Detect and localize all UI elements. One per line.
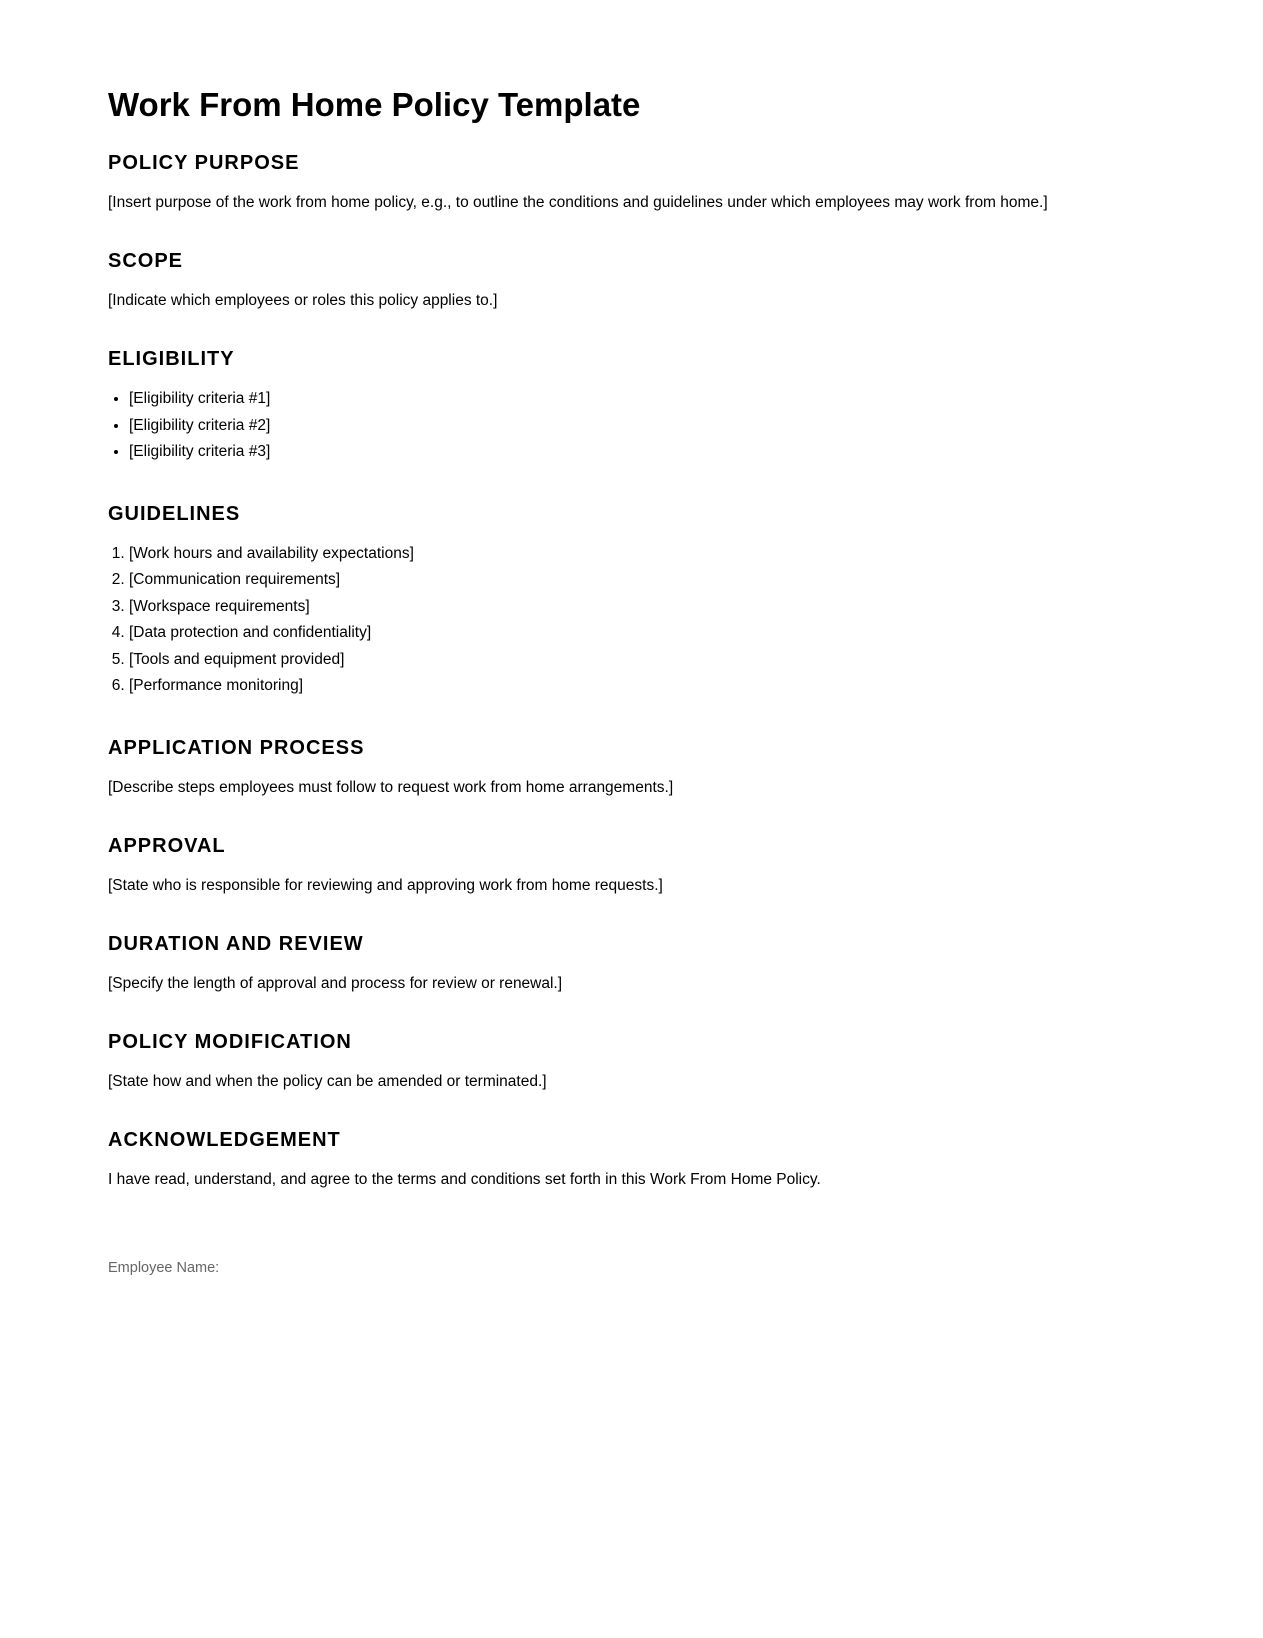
- section-heading-modification: POLICY MODIFICATION: [108, 1030, 352, 1053]
- section-text-application: [Describe steps employees must follow to request work from home arrangements.]: [108, 778, 674, 796]
- section-text-scope: [Indicate which employees or roles this policy applies to.]: [108, 292, 498, 309]
- section-heading-approval: APPROVAL: [108, 834, 226, 857]
- eligibility-list: [108, 386, 1158, 466]
- list-item: 3. [Workspace requirements]: [129, 594, 1158, 621]
- section-text-purpose: [Insert purpose of the work from home policy, e.g., to outline the conditions and guidelines under which employees may work from home.]: [108, 194, 1048, 211]
- list-item: 1. [Work hours and availability expectations]: [129, 541, 1158, 568]
- section-text-modification: [State how and when the policy can be amended or terminated.]: [108, 1072, 547, 1090]
- section-heading-eligibility: ELIGIBILITY: [108, 348, 235, 370]
- list-item: 6. [Performance monitoring]: [129, 673, 1158, 700]
- list-item: • [Eligibility criteria #3]: [129, 439, 1158, 466]
- section-text-approval: [State who is responsible for reviewing and approving work from home requests.]: [108, 876, 663, 894]
- section-heading-acknowledgement: ACKNOWLEDGEMENT: [108, 1128, 341, 1151]
- list-item: 4. [Data protection and confidentiality]: [129, 620, 1158, 647]
- list-item: • [Eligibility criteria #2]: [129, 413, 1158, 440]
- section-heading-application: APPLICATION PROCESS: [108, 736, 365, 759]
- guidelines-list: [108, 541, 1158, 700]
- section-text-acknowledgement: I have read, understand, and agree to the terms and conditions set forth in this Work From Home Policy.: [108, 1170, 821, 1188]
- page-title: Work From Home Policy Template: [108, 86, 641, 123]
- list-item: 5. [Tools and equipment provided]: [129, 647, 1158, 674]
- list-item: • [Eligibility criteria #1]: [129, 386, 1158, 413]
- section-heading-purpose: POLICY PURPOSE: [108, 152, 300, 174]
- employee-name-label: Employee Name:: [108, 1259, 220, 1276]
- section-heading-duration: DURATION AND REVIEW: [108, 932, 364, 955]
- list-item: 2. [Communication requirements]: [129, 567, 1158, 594]
- section-text-duration: [Specify the length of approval and process for review or renewal.]: [108, 974, 563, 992]
- section-heading-guidelines: GUIDELINES: [108, 502, 241, 525]
- section-heading-scope: SCOPE: [108, 250, 184, 272]
